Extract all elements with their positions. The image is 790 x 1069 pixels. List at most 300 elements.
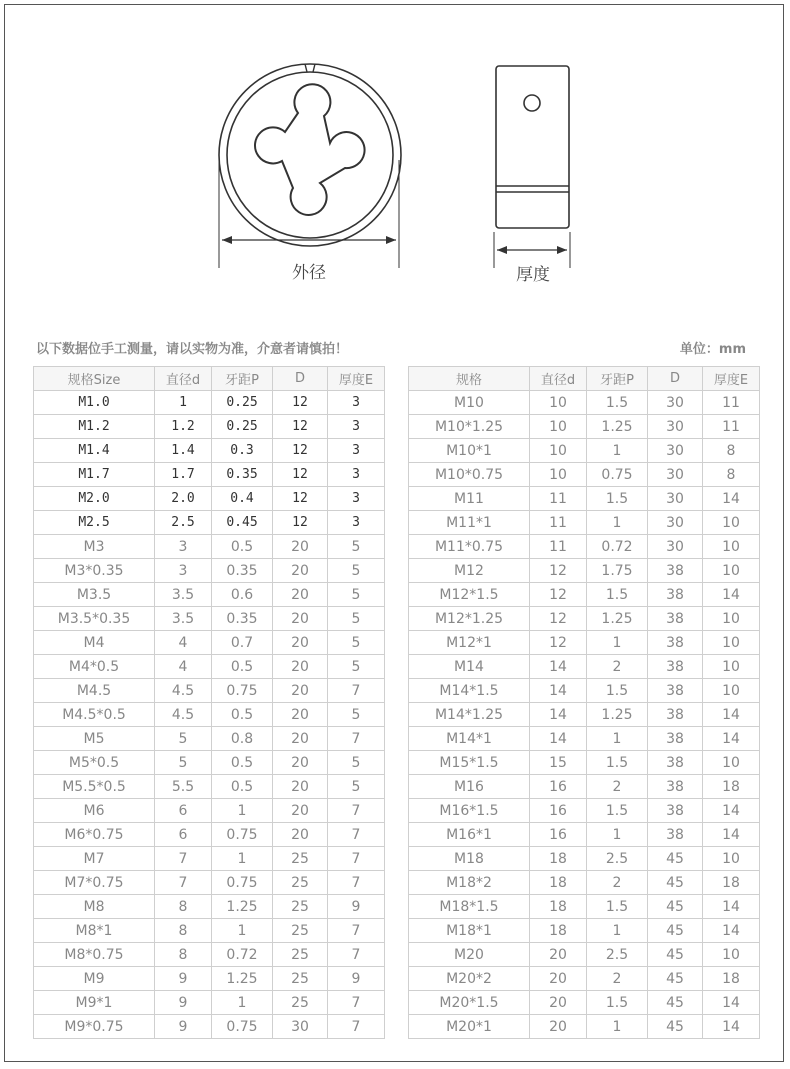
- table-cell: 20: [530, 943, 587, 967]
- table-row: [34, 871, 385, 895]
- table-cell: 0.75: [212, 1015, 273, 1039]
- table-row: [34, 775, 385, 799]
- table-cell: M8: [34, 895, 155, 919]
- table-header-row: [34, 367, 385, 391]
- column-header: 厚度E: [703, 367, 760, 391]
- table-cell: 25: [273, 847, 328, 871]
- table-cell: 9: [155, 1015, 212, 1039]
- table-cell: 1: [212, 799, 273, 823]
- table-cell: 30: [648, 487, 703, 511]
- table-cell: 3: [328, 463, 385, 487]
- table-cell: 2.5: [587, 847, 648, 871]
- table-cell: 10: [703, 679, 760, 703]
- table-cell: 12: [273, 487, 328, 511]
- table-cell: 1: [587, 727, 648, 751]
- table-cell: 18: [530, 895, 587, 919]
- table-cell: 0.5: [212, 655, 273, 679]
- table-cell: 20: [273, 535, 328, 559]
- table-row: [34, 631, 385, 655]
- table-cell: 20: [273, 679, 328, 703]
- table-cell: M9: [34, 967, 155, 991]
- outer-diameter-label: 外径: [292, 263, 326, 283]
- table-cell: 1.7: [155, 463, 212, 487]
- table-cell: 14: [530, 727, 587, 751]
- table-cell: 20: [273, 751, 328, 775]
- table-row: [409, 631, 760, 655]
- table-cell: 5: [328, 607, 385, 631]
- table-cell: M12*1.25: [409, 607, 530, 631]
- table-cell: M11: [409, 487, 530, 511]
- table-row: [34, 799, 385, 823]
- table-cell: 5: [328, 535, 385, 559]
- table-row: [409, 799, 760, 823]
- table-cell: 38: [648, 607, 703, 631]
- table-row: [409, 775, 760, 799]
- table-row: [34, 559, 385, 583]
- table-cell: 16: [530, 775, 587, 799]
- table-cell: M20: [409, 943, 530, 967]
- table-row: [34, 943, 385, 967]
- table-cell: 7: [328, 823, 385, 847]
- table-cell: 1.2: [155, 415, 212, 439]
- table-cell: M1.7: [34, 463, 155, 487]
- table-cell: 20: [530, 967, 587, 991]
- table-cell: 20: [273, 607, 328, 631]
- table-cell: 38: [648, 727, 703, 751]
- table-row: [34, 823, 385, 847]
- table-cell: 25: [273, 871, 328, 895]
- table-cell: 1: [587, 1015, 648, 1039]
- table-cell: 12: [273, 415, 328, 439]
- table-cell: 20: [273, 775, 328, 799]
- table-row: [34, 1015, 385, 1039]
- table-cell: 7: [328, 679, 385, 703]
- table-row: [409, 655, 760, 679]
- table-cell: M10*0.75: [409, 463, 530, 487]
- table-row: [34, 991, 385, 1015]
- table-cell: 14: [703, 1015, 760, 1039]
- table-cell: M11*0.75: [409, 535, 530, 559]
- table-cell: M4.5*0.5: [34, 703, 155, 727]
- table-cell: 1: [587, 439, 648, 463]
- table-cell: M10: [409, 391, 530, 415]
- die-diagram: [0, 0, 790, 300]
- table-cell: 14: [703, 583, 760, 607]
- table-cell: 10: [530, 463, 587, 487]
- table-cell: 20: [273, 559, 328, 583]
- column-header: 直径d: [155, 367, 212, 391]
- table-row: [409, 823, 760, 847]
- table-cell: M5*0.5: [34, 751, 155, 775]
- table-row: [409, 991, 760, 1015]
- table-row: [409, 919, 760, 943]
- table-cell: M18*1.5: [409, 895, 530, 919]
- table-cell: 20: [273, 823, 328, 847]
- table-cell: 0.3: [212, 439, 273, 463]
- table-cell: 5: [328, 631, 385, 655]
- table-cell: 45: [648, 991, 703, 1015]
- table-row: [409, 847, 760, 871]
- table-row: [409, 871, 760, 895]
- table-row: [409, 391, 760, 415]
- table-cell: 0.72: [587, 535, 648, 559]
- table-cell: 7: [155, 847, 212, 871]
- table-row: [34, 919, 385, 943]
- table-cell: 1.75: [587, 559, 648, 583]
- table-cell: 10: [703, 631, 760, 655]
- table-cell: M7*0.75: [34, 871, 155, 895]
- table-cell: 20: [273, 799, 328, 823]
- table-cell: 1.5: [587, 991, 648, 1015]
- table-row: [409, 535, 760, 559]
- table-cell: 8: [155, 895, 212, 919]
- table-cell: 38: [648, 631, 703, 655]
- table-cell: M7: [34, 847, 155, 871]
- table-cell: 0.75: [212, 871, 273, 895]
- table-cell: 3.5: [155, 583, 212, 607]
- table-cell: 10: [703, 535, 760, 559]
- table-cell: 0.5: [212, 535, 273, 559]
- table-cell: 15: [530, 751, 587, 775]
- table-cell: 9: [328, 967, 385, 991]
- table-cell: M4.5: [34, 679, 155, 703]
- table-cell: 18: [530, 919, 587, 943]
- table-cell: M8*0.75: [34, 943, 155, 967]
- table-cell: 1.25: [212, 895, 273, 919]
- table-cell: 3: [328, 511, 385, 535]
- table-cell: 1.25: [587, 703, 648, 727]
- table-cell: M12: [409, 559, 530, 583]
- table-cell: 0.35: [212, 607, 273, 631]
- table-cell: M5.5*0.5: [34, 775, 155, 799]
- table-cell: 1: [212, 847, 273, 871]
- table-cell: M20*2: [409, 967, 530, 991]
- table-cell: M9*0.75: [34, 1015, 155, 1039]
- table-cell: 11: [530, 487, 587, 511]
- table-cell: M14*1.5: [409, 679, 530, 703]
- table-cell: 25: [273, 943, 328, 967]
- table-cell: 9: [155, 967, 212, 991]
- table-cell: M1.2: [34, 415, 155, 439]
- table-row: [409, 751, 760, 775]
- table-cell: 1: [212, 991, 273, 1015]
- table-cell: 14: [703, 823, 760, 847]
- table-cell: 6: [155, 823, 212, 847]
- table-cell: 5.5: [155, 775, 212, 799]
- table-cell: M11*1: [409, 511, 530, 535]
- table-cell: 3.5: [155, 607, 212, 631]
- table-cell: 0.35: [212, 559, 273, 583]
- table-cell: 2: [587, 655, 648, 679]
- table-cell: M20*1: [409, 1015, 530, 1039]
- table-cell: M4: [34, 631, 155, 655]
- table-row: [34, 391, 385, 415]
- table-cell: 10: [703, 847, 760, 871]
- table-cell: 5: [155, 727, 212, 751]
- table-cell: 9: [155, 991, 212, 1015]
- column-header: D: [648, 367, 703, 391]
- table-row: [34, 463, 385, 487]
- table-cell: 8: [155, 943, 212, 967]
- table-cell: 4: [155, 631, 212, 655]
- table-cell: 10: [703, 655, 760, 679]
- table-cell: M1.0: [34, 391, 155, 415]
- table-cell: 45: [648, 967, 703, 991]
- table-cell: M16*1: [409, 823, 530, 847]
- table-cell: 2.5: [155, 511, 212, 535]
- table-cell: 9: [328, 895, 385, 919]
- table-row: [409, 943, 760, 967]
- table-cell: 7: [328, 991, 385, 1015]
- table-cell: 7: [328, 871, 385, 895]
- table-cell: 45: [648, 1015, 703, 1039]
- column-header: 规格: [409, 367, 530, 391]
- table-cell: 3: [155, 535, 212, 559]
- table-cell: 18: [703, 967, 760, 991]
- table-row: [409, 463, 760, 487]
- table-cell: 12: [273, 463, 328, 487]
- table-cell: M2.0: [34, 487, 155, 511]
- table-cell: 7: [328, 919, 385, 943]
- table-cell: M18*1: [409, 919, 530, 943]
- table-cell: 25: [273, 967, 328, 991]
- table-row: [409, 583, 760, 607]
- table-cell: M3: [34, 535, 155, 559]
- column-header: 牙距P: [587, 367, 648, 391]
- table-cell: 11: [530, 535, 587, 559]
- table-row: [34, 967, 385, 991]
- table-cell: M18: [409, 847, 530, 871]
- table-cell: 30: [648, 391, 703, 415]
- table-row: [409, 679, 760, 703]
- table-cell: 11: [703, 415, 760, 439]
- table-cell: 5: [155, 751, 212, 775]
- table-cell: M14*1.25: [409, 703, 530, 727]
- table-row: [409, 439, 760, 463]
- table-cell: 14: [530, 679, 587, 703]
- table-cell: 38: [648, 703, 703, 727]
- table-cell: M3.5: [34, 583, 155, 607]
- table-cell: 14: [703, 703, 760, 727]
- table-cell: 1: [155, 391, 212, 415]
- table-cell: 0.6: [212, 583, 273, 607]
- table-cell: 4.5: [155, 679, 212, 703]
- table-cell: 1.4: [155, 439, 212, 463]
- die-front-view: [219, 64, 401, 268]
- table-cell: 0.8: [212, 727, 273, 751]
- table-row: [409, 703, 760, 727]
- die-side-view: [494, 66, 570, 268]
- table-cell: 1.5: [587, 487, 648, 511]
- table-row: [34, 583, 385, 607]
- table-cell: 38: [648, 679, 703, 703]
- table-cell: M8*1: [34, 919, 155, 943]
- table-cell: 1.5: [587, 799, 648, 823]
- table-row: [34, 655, 385, 679]
- table-cell: 1.5: [587, 895, 648, 919]
- table-cell: M6*0.75: [34, 823, 155, 847]
- table-cell: M16: [409, 775, 530, 799]
- spec-table-left: [33, 366, 385, 1039]
- table-cell: 10: [530, 415, 587, 439]
- table-cell: 1.5: [587, 679, 648, 703]
- table-cell: 7: [328, 1015, 385, 1039]
- table-cell: 20: [530, 1015, 587, 1039]
- table-cell: 0.25: [212, 391, 273, 415]
- table-cell: 2: [587, 967, 648, 991]
- table-cell: 18: [530, 871, 587, 895]
- table-cell: 30: [648, 511, 703, 535]
- table-cell: 10: [703, 751, 760, 775]
- table-cell: 0.72: [212, 943, 273, 967]
- table-row: [34, 415, 385, 439]
- table-cell: M12*1: [409, 631, 530, 655]
- table-cell: 7: [328, 799, 385, 823]
- table-cell: 25: [273, 919, 328, 943]
- table-cell: 45: [648, 919, 703, 943]
- table-cell: 14: [530, 703, 587, 727]
- table-cell: M9*1: [34, 991, 155, 1015]
- table-cell: 38: [648, 775, 703, 799]
- table-cell: 12: [530, 583, 587, 607]
- table-cell: 0.7: [212, 631, 273, 655]
- table-cell: M20*1.5: [409, 991, 530, 1015]
- table-cell: 8: [703, 439, 760, 463]
- table-cell: 30: [648, 463, 703, 487]
- table-cell: 4: [155, 655, 212, 679]
- table-cell: M12*1.5: [409, 583, 530, 607]
- table-cell: 0.35: [212, 463, 273, 487]
- table-row: [34, 535, 385, 559]
- table-cell: M5: [34, 727, 155, 751]
- table-cell: 0.45: [212, 511, 273, 535]
- table-cell: M3.5*0.35: [34, 607, 155, 631]
- table-cell: 14: [703, 895, 760, 919]
- table-cell: 0.75: [587, 463, 648, 487]
- table-cell: 7: [328, 847, 385, 871]
- table-cell: 20: [273, 583, 328, 607]
- table-cell: 0.5: [212, 775, 273, 799]
- table-cell: 16: [530, 799, 587, 823]
- table-cell: 14: [703, 727, 760, 751]
- table-cell: 38: [648, 823, 703, 847]
- table-row: [409, 1015, 760, 1039]
- table-header-row: [409, 367, 760, 391]
- table-cell: 12: [530, 559, 587, 583]
- table-cell: 38: [648, 583, 703, 607]
- table-cell: 14: [703, 991, 760, 1015]
- table-row: [409, 895, 760, 919]
- table-row: [34, 703, 385, 727]
- table-cell: 1: [587, 511, 648, 535]
- table-cell: 38: [648, 799, 703, 823]
- column-header: 规格Size: [34, 367, 155, 391]
- table-row: [34, 511, 385, 535]
- table-cell: 1.25: [212, 967, 273, 991]
- table-cell: 12: [273, 511, 328, 535]
- table-cell: 1.25: [587, 607, 648, 631]
- table-cell: 3: [328, 439, 385, 463]
- table-cell: 14: [530, 655, 587, 679]
- table-cell: 7: [155, 871, 212, 895]
- table-cell: 1: [212, 919, 273, 943]
- table-cell: 3: [155, 559, 212, 583]
- table-row: [409, 727, 760, 751]
- table-row: [409, 487, 760, 511]
- table-cell: 10: [530, 439, 587, 463]
- table-cell: 30: [648, 415, 703, 439]
- table-cell: M4*0.5: [34, 655, 155, 679]
- column-header: 厚度E: [328, 367, 385, 391]
- table-cell: 20: [273, 655, 328, 679]
- table-row: [34, 895, 385, 919]
- table-cell: 12: [273, 439, 328, 463]
- table-cell: 0.4: [212, 487, 273, 511]
- table-cell: 2.0: [155, 487, 212, 511]
- table-row: [34, 751, 385, 775]
- table-row: [409, 967, 760, 991]
- measurement-note: 以下数据位手工测量，请以实物为准，介意者请慎拍！: [36, 342, 349, 357]
- table-cell: 45: [648, 895, 703, 919]
- table-cell: 14: [703, 799, 760, 823]
- table-row: [409, 511, 760, 535]
- table-cell: 45: [648, 943, 703, 967]
- table-cell: 11: [530, 511, 587, 535]
- table-cell: 8: [703, 463, 760, 487]
- table-cell: 30: [648, 535, 703, 559]
- table-cell: 1: [587, 919, 648, 943]
- table-cell: 4.5: [155, 703, 212, 727]
- table-row: [34, 487, 385, 511]
- table-cell: 1: [587, 823, 648, 847]
- table-cell: 3: [328, 391, 385, 415]
- table-cell: 6: [155, 799, 212, 823]
- table-cell: 20: [530, 991, 587, 1015]
- table-cell: 20: [273, 631, 328, 655]
- table-cell: M15*1.5: [409, 751, 530, 775]
- table-cell: 7: [328, 727, 385, 751]
- table-cell: 14: [703, 919, 760, 943]
- table-cell: 30: [648, 439, 703, 463]
- table-cell: 3: [328, 415, 385, 439]
- table-cell: 1.5: [587, 391, 648, 415]
- table-row: [34, 439, 385, 463]
- table-cell: 30: [273, 1015, 328, 1039]
- table-cell: 0.75: [212, 679, 273, 703]
- table-cell: M16*1.5: [409, 799, 530, 823]
- table-cell: 12: [273, 391, 328, 415]
- table-row: [34, 727, 385, 751]
- table-cell: 45: [648, 847, 703, 871]
- table-cell: 0.25: [212, 415, 273, 439]
- table-cell: M3*0.35: [34, 559, 155, 583]
- table-cell: 10: [703, 943, 760, 967]
- table-cell: 18: [703, 775, 760, 799]
- table-cell: 38: [648, 655, 703, 679]
- table-cell: 0.5: [212, 751, 273, 775]
- table-cell: M1.4: [34, 439, 155, 463]
- table-cell: 5: [328, 751, 385, 775]
- table-cell: 5: [328, 655, 385, 679]
- thickness-label: 厚度: [516, 265, 550, 285]
- table-cell: 45: [648, 871, 703, 895]
- spec-table-right: [408, 366, 760, 1039]
- table-cell: 18: [530, 847, 587, 871]
- table-row: [34, 607, 385, 631]
- table-cell: 2.5: [587, 943, 648, 967]
- table-cell: 1.5: [587, 583, 648, 607]
- column-header: D: [273, 367, 328, 391]
